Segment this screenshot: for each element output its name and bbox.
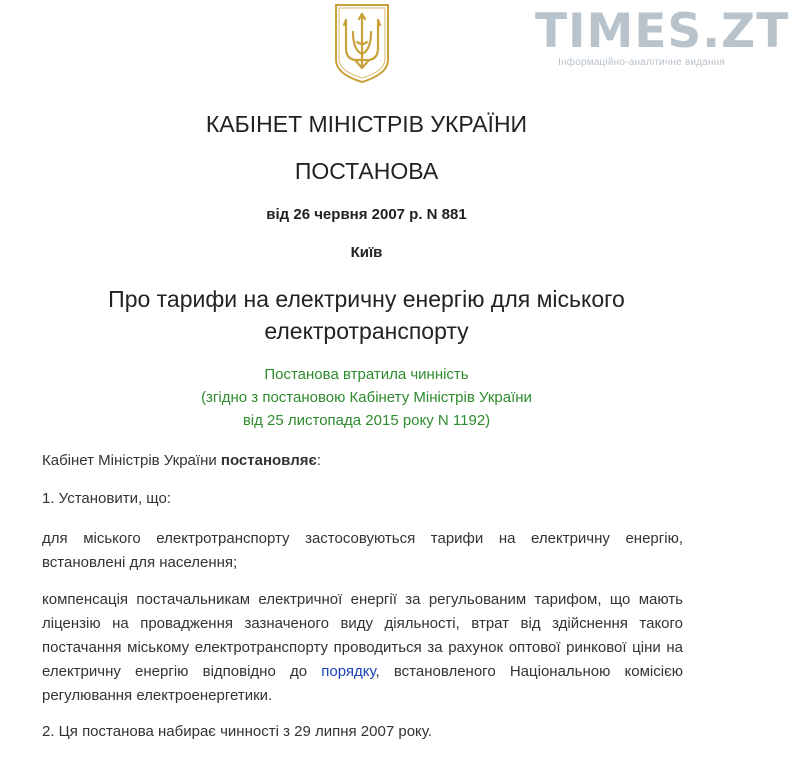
trident-emblem-icon (333, 2, 391, 84)
intro-paragraph (42, 449, 683, 473)
item-1a-text: для міського електротранспорту застосовуються тарифи на електричну енергію, встановлені для населення; (42, 530, 683, 571)
status-line-2: (згідно з постановою Кабінету Міністрів України (201, 389, 532, 406)
item-1a-paragraph (42, 527, 683, 575)
item-1b-paragraph (42, 588, 683, 708)
intro-suffix: : (316, 452, 321, 469)
document-date-number: від 26 червня 2007 р. N 881 (266, 206, 467, 223)
item-1b-prefix: компенсація постачальникам електричної енергії за регульованим тарифом, що мають ліцензію на провадження зазначеного виду діяльності, втрат від здійснення такого постачання міському електротранспорту проводиться за рахунок оптової ринкової ціни на електричну енергію відповідно до (42, 591, 683, 680)
watermark-tagline: Інформаційно-аналітичне видання (558, 57, 725, 68)
item-2-paragraph (42, 720, 683, 744)
status-line-3: від 25 листопада 2015 року N 1192) (242, 412, 491, 429)
intro-prefix: Кабінет Міністрів України (42, 452, 221, 469)
item-2-text: 2. Ця постанова набирає чинності з 29 липня 2007 року. (42, 723, 432, 740)
item-1b-suffix: , встановленого Національною комісією регулювання електроенергетики. (42, 663, 684, 704)
document-type-heading: ПОСТАНОВА (294, 158, 439, 184)
intro-bold: постановляє (220, 452, 317, 469)
status-line-1: Постанова втратила чинність (264, 366, 469, 383)
order-link[interactable]: порядку (321, 663, 376, 680)
item-1-text: 1. Установити, що: (42, 490, 171, 507)
watermark-logo: TIMES.ZT (535, 4, 789, 59)
site-watermark (535, 4, 789, 68)
status-notice (0, 363, 733, 432)
document-title: Про тарифи на електричну енергію для міського електротранспорту (108, 286, 625, 344)
issuer-heading: КАБІНЕТ МІНІСТРІВ УКРАЇНИ (205, 111, 528, 137)
item-1-paragraph (42, 487, 683, 511)
document-city: Київ (350, 244, 383, 261)
